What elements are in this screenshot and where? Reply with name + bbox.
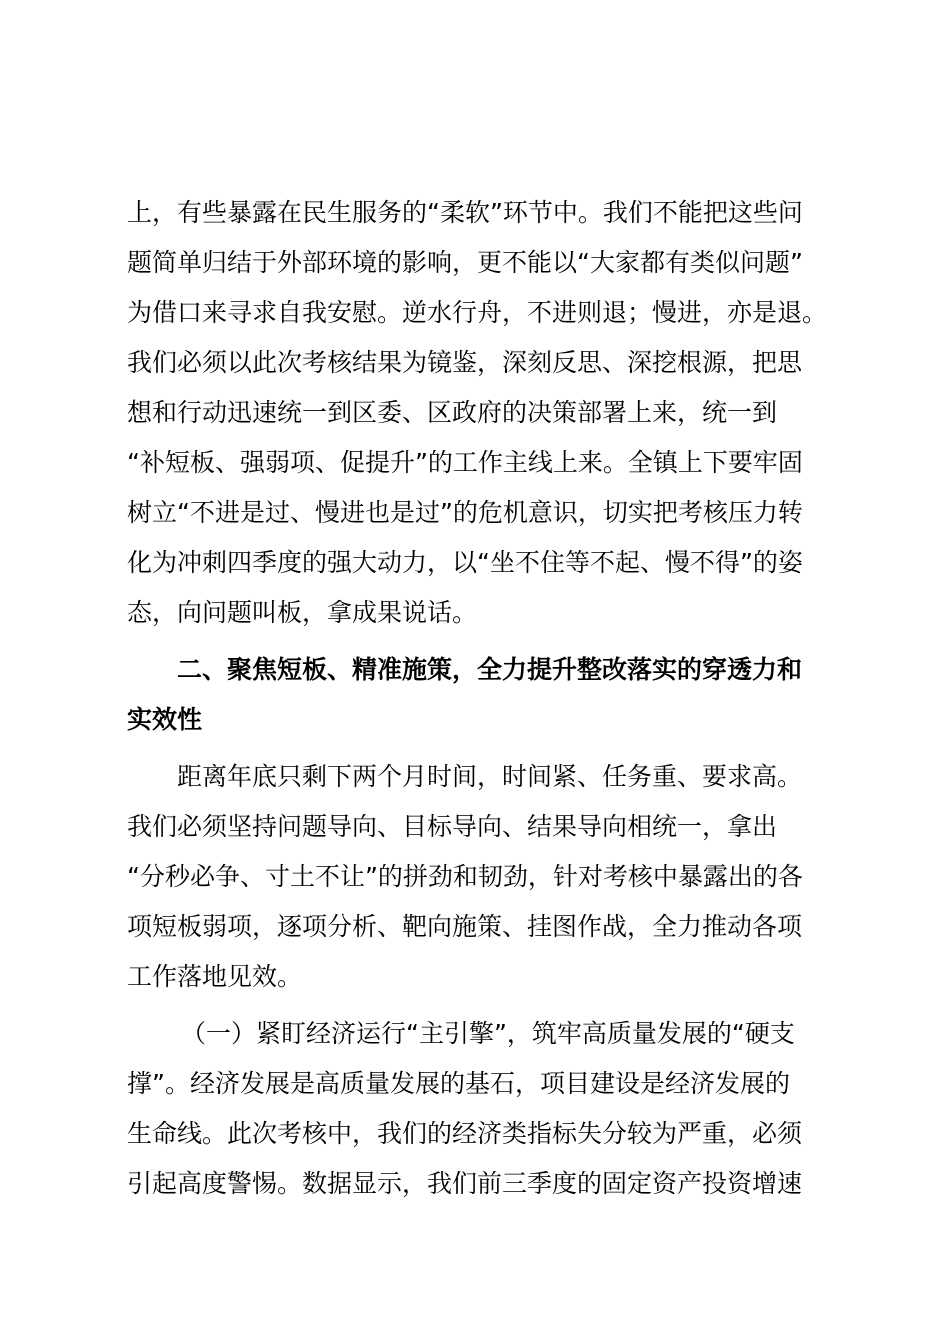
paragraph-line: 项短板弱项，逐项分析、靶向施策、挂图作战，全力推动各项 — [127, 912, 803, 941]
paragraph-line: “分秒必争、寸土不让”的拼劲和韧劲，针对考核中暴露出的各 — [127, 862, 803, 891]
paragraph-line: 我们必须坚持问题导向、目标导向、结果导向相统一，拿出 — [127, 812, 778, 841]
paragraph-line: 上，有些暴露在民生服务的“柔软”环节中。我们不能把这些问 — [127, 198, 803, 227]
paragraph-line: 我们必须以此次考核结果为镜鉴，深刻反思、深挖根源，把思 — [127, 348, 803, 377]
paragraph-line: 化为冲刺四季度的强大动力，以“坐不住等不起、慢不得”的姿 — [127, 548, 803, 577]
section-heading: 实效性 — [127, 705, 203, 734]
paragraph-line: 生命线。此次考核中，我们的经济类指标失分较为严重，必须 — [127, 1119, 803, 1148]
paragraph-line: 距离年底只剩下两个月时间，时间紧、任务重、要求高。 — [177, 762, 803, 791]
paragraph-line: 引起高度警惕。数据显示，我们前三季度的固定资产投资增速 — [127, 1169, 803, 1198]
section-heading: 二、聚焦短板、精准施策，全力提升整改落实的穿透力和 — [177, 655, 803, 684]
paragraph-line: 工作落地见效。 — [127, 962, 303, 991]
paragraph-line: “补短板、强弱项、促提升”的工作主线上来。全镇上下要牢固 — [127, 448, 803, 477]
paragraph-line: 想和行动迅速统一到区委、区政府的决策部署上来，统一到 — [127, 398, 778, 427]
paragraph-line: 为借口来寻求自我安慰。逆水行舟，不进则退；慢进，亦是退。 — [127, 298, 828, 327]
paragraph-line: 题简单归结于外部环境的影响，更不能以“大家都有类似问题” — [127, 248, 803, 277]
paragraph-line: 态，向问题叫板，拿成果说话。 — [127, 598, 478, 627]
paragraph-line: 树立“不进是过、慢进也是过”的危机意识，切实把考核压力转 — [127, 498, 803, 527]
subsection-heading-line: （一）紧盯经济运行“主引擎”，筑牢高质量发展的“硬支 — [181, 1019, 795, 1048]
paragraph-line: 撑”。经济发展是高质量发展的基石，项目建设是经济发展的 — [127, 1069, 790, 1098]
